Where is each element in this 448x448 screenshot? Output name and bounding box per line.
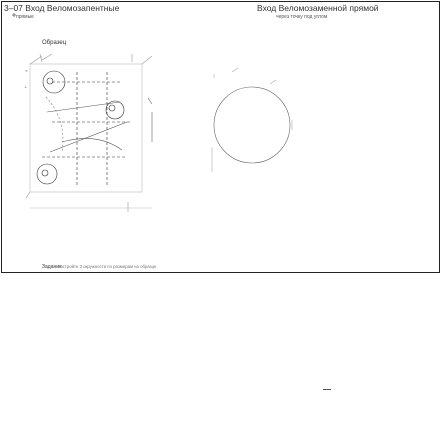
right-header: Вход Веломозаменной прямой xyxy=(257,3,379,13)
left-header: 3–07 Вход Веломозапентные xyxy=(4,3,120,13)
task-drawing-area xyxy=(212,68,292,172)
fig-label-a: ∝ xyxy=(25,68,28,73)
worksheet-panel xyxy=(1,1,440,273)
sample-label: Образец xyxy=(42,40,67,46)
worksheet-drawings xyxy=(2,2,441,274)
sample-figure xyxy=(26,54,152,212)
small-cross-icon xyxy=(12,13,16,17)
left-subheader: прямые xyxy=(16,14,34,20)
right-subheader: через точку под углом xyxy=(276,14,328,20)
task-instruction: постройте 3 окружности по размерам на образце xyxy=(58,264,157,269)
fig-label-b: ⊥ xyxy=(24,84,28,89)
task-label: Задание xyxy=(42,264,62,270)
divider-dash xyxy=(323,389,331,390)
